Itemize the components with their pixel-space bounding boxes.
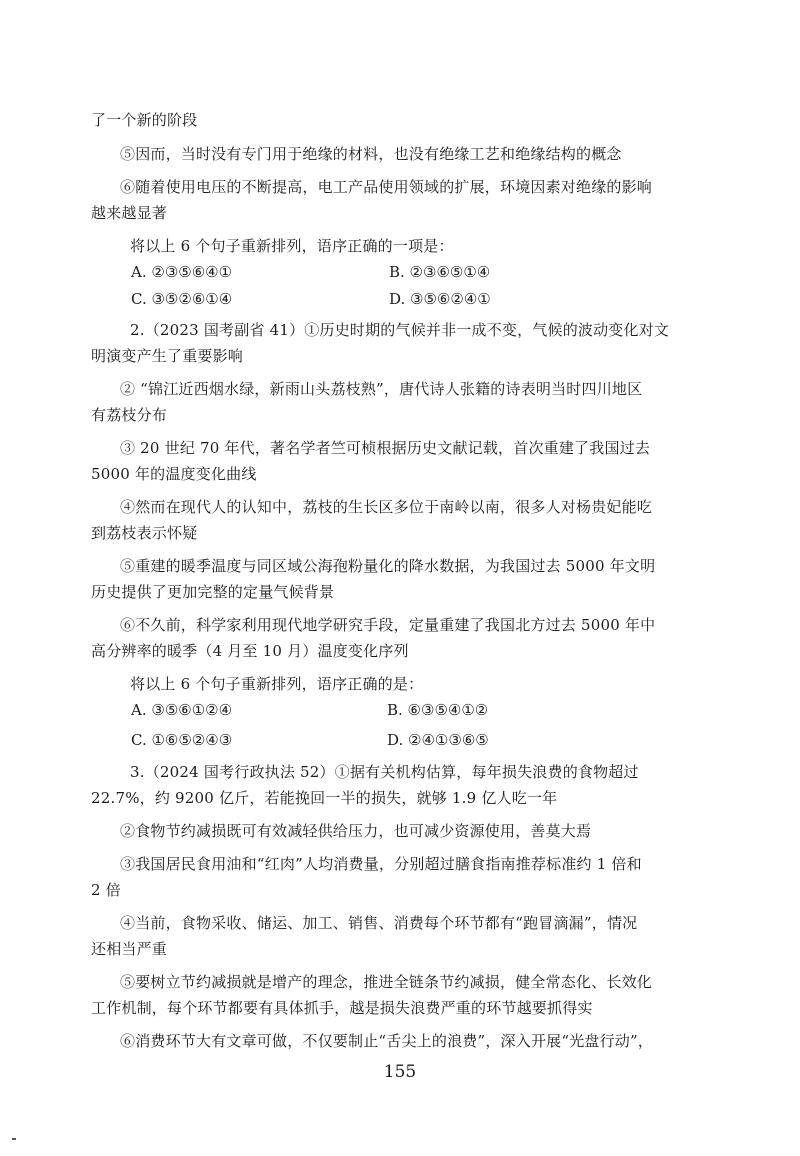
q1-option-d: D. ③⑤⑥②④① [389,290,491,308]
q3-sentence-4-cont: 还相当严重 [91,940,168,958]
q2-sentence-5: ⑤重建的暖季温度与同区域公海孢粉量化的降水数据，为我国过去 5000 年文明 [120,557,656,575]
q2-option-b: B. ⑥③⑤④①② [387,701,489,719]
q1-sentence-5: ⑤因而，当时没有专门用于绝缘的材料，也没有绝缘工艺和绝缘结构的概念 [120,145,622,163]
q2-sentence-3: ③ 20 世纪 70 年代，著名学者竺可桢根据历史文献记载，首次重建了我国过去 [120,439,651,457]
q2-sentence-4: ④然而在现代人的认知中，荔枝的生长区多位于南岭以南，很多人对杨贵妃能吃 [120,498,653,516]
q2-option-d: D. ②④①③⑥⑤ [387,731,489,749]
q3-sentence-4: ④当前，食物采收、储运、加工、销售、消费每个环节都有“跑冒滴漏”，情况 [120,914,638,932]
q2-sentence-6-cont: 高分辨率的暖季（4 月至 10 月）温度变化序列 [91,642,409,660]
q2-sentence-1-cont: 明演变产生了重要影响 [91,347,244,365]
q3-sentence-2: ②食物节约减损既可有效减轻供给压力，也可减少资源使用，善莫大焉 [120,822,592,840]
q2-sentence-4-cont: 到荔枝表示怀疑 [91,524,198,542]
q1-option-b: B. ②③⑥⑤①④ [389,263,491,281]
q2-sentence-5-cont: 历史提供了更加完整的定量气候背景 [91,583,335,601]
q1-continuation-line: 了一个新的阶段 [91,111,198,129]
scan-speck [12,1138,16,1140]
q2-sentence-2-cont: 有荔枝分布 [91,406,168,424]
q2-option-a: A. ③⑤⑥①②④ [131,701,233,719]
q1-sentence-6: ⑥随着使用电压的不断提高，电工产品使用领域的扩展，环境因素对绝缘的影响 [120,178,653,196]
q2-sentence-2: ② “锦江近西烟水绿，新雨山头荔枝熟”，唐代诗人张籍的诗表明当时四川地区 [120,380,643,398]
q2-prompt: 将以上 6 个句子重新排列，语序正确的是： [130,675,424,693]
q3-sentence-5: ⑤要树立节约减损就是增产的理念，推进全链条节约减损，健全常态化、长效化 [120,973,653,991]
q2-sentence-6: ⑥不久前，科学家利用现代地学研究手段，定量重建了我国北方过去 5000 年中 [120,616,656,634]
q1-prompt: 将以上 6 个句子重新排列，语序正确的一项是： [130,237,454,255]
page-number: 155 [383,1062,417,1082]
q3-sentence-1: 3.（2024 国考行政执法 52）①据有关机构估算，每年损失浪费的食物超过 [130,763,639,781]
q3-sentence-3-cont: 2 倍 [91,881,121,899]
q2-sentence-1: 2.（2023 国考副省 41）①历史时期的气候并非一成不变，气候的波动变化对文 [130,321,670,339]
q1-option-c: C. ③⑤②⑥①④ [131,290,233,308]
q3-sentence-5-cont: 工作机制，每个环节都要有具体抓手，越是损失浪费严重的环节越要抓得实 [91,999,593,1017]
q2-option-c: C. ①⑥⑤②④③ [131,731,233,749]
q3-sentence-1-cont: 22.7%，约 9200 亿斤，若能挽回一半的损失，就够 1.9 亿人吃一年 [91,789,558,807]
q1-option-a: A. ②③⑤⑥④① [131,263,233,281]
q3-sentence-3: ③我国居民食用油和“红肉”人均消费量，分别超过膳食指南推荐标准约 1 倍和 [120,855,642,873]
q2-sentence-3-cont: 5000 年的温度变化曲线 [91,465,257,483]
q3-sentence-6: ⑥消费环节大有文章可做，不仅要制止“舌尖上的浪费”，深入开展“光盘行动”， [120,1032,654,1050]
q1-sentence-6-cont: 越来越显著 [91,204,168,222]
